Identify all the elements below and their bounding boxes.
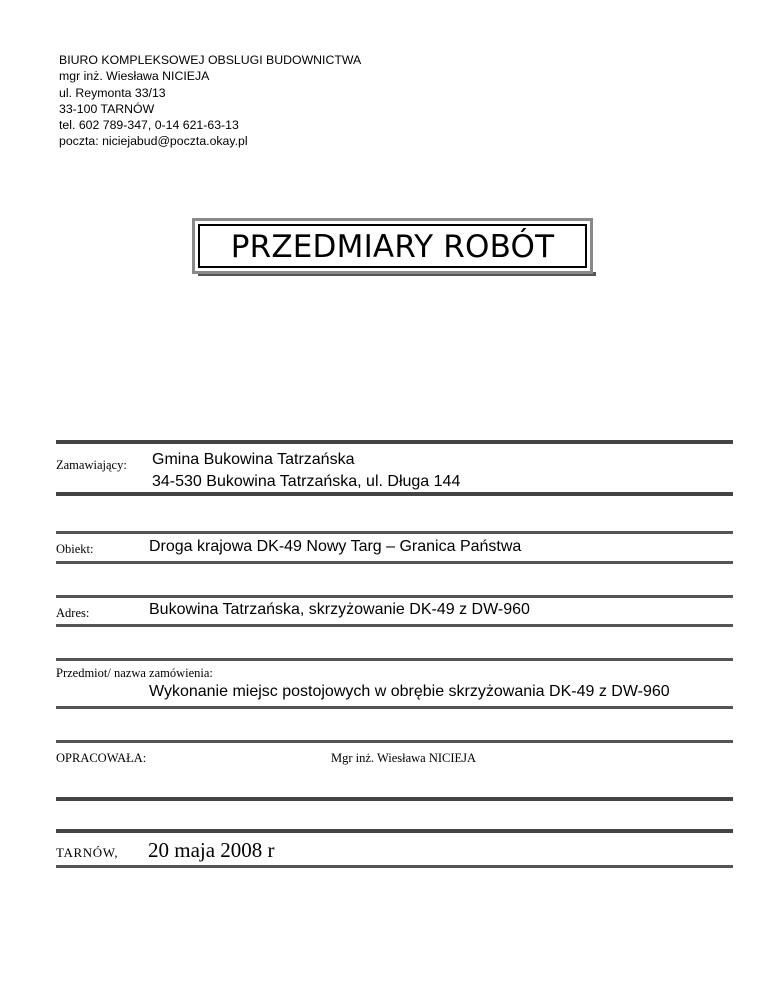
section-rule <box>56 706 733 709</box>
section-rule <box>56 740 733 743</box>
document-title: PRZEDMIARY ROBÓT <box>198 224 587 268</box>
company-phone: tel. 602 789-347, 0-14 621-63-13 <box>59 118 239 133</box>
section-rule <box>56 440 733 444</box>
client-label: Zamawiający: <box>56 458 127 472</box>
client-address: 34-530 Bukowina Tatrzańska, ul. Długa 144 <box>152 473 461 490</box>
object-label: Obiekt: <box>56 542 94 556</box>
author-value: Mgr inż. Wiesława NICIEJA <box>331 751 477 765</box>
footer-city: TARNÓW, <box>56 845 119 860</box>
section-rule <box>56 561 733 564</box>
section-rule <box>56 492 733 496</box>
company-city: 33-100 TARNÓW <box>59 101 155 116</box>
section-rule <box>56 624 733 627</box>
address-value: Bukowina Tatrzańska, skrzyżowanie DK-49 z DW-960 <box>149 601 530 618</box>
address-label: Adres: <box>56 606 90 620</box>
footer-date: 20 maja 2008 r <box>148 838 275 862</box>
section-rule <box>56 829 733 833</box>
company-owner: mgr inż. Wiesława NICIEJA <box>59 69 210 84</box>
company-street: ul. Reymonta 33/13 <box>59 85 166 100</box>
author-label: OPRACOWAŁA: <box>56 751 147 765</box>
title-frame <box>192 218 593 274</box>
object-value: Droga krajowa DK-49 Nowy Targ – Granica Państwa <box>149 538 522 555</box>
section-rule <box>56 865 733 868</box>
section-rule <box>56 658 733 661</box>
section-rule <box>56 797 733 801</box>
company-email: poczta: niciejabud@poczta.okay.pl <box>59 134 248 149</box>
company-name: BIURO KOMPLEKSOWEJ OBSLUGI BUDOWNICTWA <box>59 53 362 67</box>
section-rule <box>56 595 733 598</box>
subject-label: Przedmiot/ nazwa zamówienia: <box>56 666 213 680</box>
company-header <box>59 52 361 150</box>
section-rule <box>56 531 733 534</box>
client-name: Gmina Bukowina Tatrzańska <box>152 451 355 468</box>
subject-value: Wykonanie miejsc postojowych w obrębie skrzyżowania DK-49 z DW-960 <box>149 683 670 700</box>
